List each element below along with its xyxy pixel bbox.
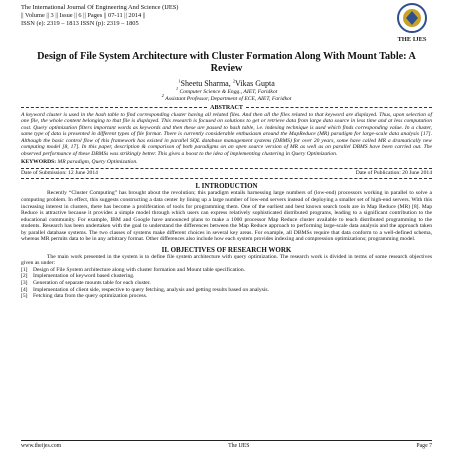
list-item-number: [4] bbox=[21, 286, 28, 293]
list-item-text: Fetching data from the query optimization process. bbox=[33, 293, 148, 300]
dates-row bbox=[21, 170, 432, 176]
separator-line bbox=[21, 178, 432, 179]
footer-rule bbox=[21, 440, 432, 441]
list-item-text: Design of File System architecture along with cluster formation and Mount table specification. bbox=[33, 266, 246, 273]
footer-page-number: Page 7 bbox=[416, 443, 432, 449]
journal-issue: || Volume || 3 || Issue || 6 || Pages || 07-11 || 2014 || bbox=[21, 12, 146, 20]
journal-header bbox=[21, 0, 432, 50]
affiliation-2-text: Assistant Professor, Department of ECE, AIET, Faridkot bbox=[165, 95, 292, 102]
list-item bbox=[21, 293, 432, 300]
publication-date: Date of Publication: 20 June 2014 bbox=[355, 170, 432, 177]
objectives-list bbox=[21, 267, 432, 300]
list-item-number: [5] bbox=[21, 293, 28, 300]
list-item-number: [2] bbox=[21, 273, 28, 280]
affiliation-1 bbox=[21, 86, 432, 96]
author-2-sup: 2 bbox=[232, 78, 236, 84]
abstract-heading: ABSTRACT bbox=[210, 104, 243, 111]
section-2-intro: The main work presented in the system is to define file system architecture with query optimization. The research work is divided in terms of some research objectives given as under: bbox=[21, 253, 432, 267]
footer-site: www.theijes.com bbox=[21, 443, 62, 449]
keywords-label: KEYWORDS: bbox=[21, 159, 57, 166]
affiliation-1-text: Computer Science & Engg., AIET, Faridkot bbox=[179, 89, 278, 95]
abstract-separator bbox=[21, 105, 432, 111]
author-1: Sheetu Sharma bbox=[180, 79, 229, 88]
section-2-heading: II. OBJECTIVES OF RESEARCH WORK bbox=[161, 245, 292, 254]
list-item-number: [3] bbox=[21, 279, 28, 286]
paper-title: Design of File System Architecture with Cluster Formation Along With Mount Table: A Review bbox=[37, 51, 416, 74]
list-item-text: Implementation of keyword based clustering. bbox=[33, 273, 135, 280]
journal-issn: ISSN (e): 2319 – 1813 ISSN (p): 2319 – 1805 bbox=[21, 20, 139, 28]
affiliation-2-sup: 2 bbox=[161, 92, 164, 98]
journal-name: The International Journal Of Engineering And Science (IJES) bbox=[21, 4, 179, 11]
page-footer bbox=[21, 440, 432, 449]
footer-row bbox=[21, 443, 432, 449]
keywords-value: MR paradigm, Query Optimization. bbox=[57, 159, 138, 166]
journal-logo bbox=[392, 2, 432, 44]
list-item-number: [1] bbox=[21, 266, 28, 273]
author-line: $^1$Sheetu Sharma, $^2$Vikas Gupta bbox=[178, 78, 275, 88]
journal-logo-icon bbox=[392, 2, 432, 36]
abstract-text: A keyword cluster is used in the hash table to find corresponding cluster having all related files. And then all the files related to that keyword are displayed. Thus, upon selection of one file, the whole content belonging to that file is displayed. This research is focused on solutions to get or retrieve data from large data source in less time and at less computation cost. Query optimization filters important words as keywords and then these are passed to hash table, i.e. indexing technique is used which finds corresponding value. In a cluster, same type of data is presented in different types of file format. There is currently considerable enthusiasm around the MapReduce (MR) paradigm for large-scale data analysis [17]. Although the basic control flow of this framework has existed in parallel SQL database management systems (DBMS) for over 20 years, some have called MR a dramatically new computing model [8, 17]. In this paper, description & comparison of both paradigms on an open source version of MR as well as on parallel DBMS have been carried out. The observed performance of these DBMSs was strikingly better. This gives a boost to the idea of implementing clustering in Query Optimization. bbox=[21, 111, 432, 157]
footer-journal: The IJES bbox=[228, 443, 250, 449]
separator-line-left bbox=[21, 107, 207, 108]
list-item-text: Implementation of client side, respective to query fetching, analysis and getting results based on analysis. bbox=[33, 286, 269, 293]
section-1-body bbox=[21, 190, 432, 242]
list-item-text: Generation of separate mounts table for each cluster. bbox=[33, 279, 151, 286]
author-1-sup: 1 bbox=[178, 78, 181, 84]
keywords bbox=[21, 159, 432, 166]
separator-line-right bbox=[246, 107, 432, 108]
submission-date: Date of Submission: 12 June 2014 bbox=[21, 170, 98, 177]
author-2: Vikas Gupta bbox=[235, 79, 275, 88]
journal-logo-text: THE IJES bbox=[397, 36, 427, 43]
section-2-body bbox=[21, 254, 432, 267]
affiliation-1-sup: 1 bbox=[175, 86, 179, 92]
dates-bottom-separator bbox=[21, 178, 432, 179]
section-1-text: Recently “Cluster Computing” has brought about the revolution; this paradigm entails harnessing large numbers of (low-end) processors working in parallel to solve a computing problem. In effect, this suggests constructing a data center by lining up a large number of low-end servers instead of deploying a smaller set of high-end servers. With this increasing interest in clusters, there has become a proliferation of tools for programming them. One of the earliest and best known search tools are in Map Reduce (MR) [8]. Map Reduce is attractive because it provides a simple model through which users can express relatively sophisticated distributed programs, leading to a significant contribution to the educational community. For example, IBM and Google have announced plans to make a 1000 processor Map Reduce cluster available to teach distributed programming to the students. Research has been undertaken with the goal to understand the differences between the Map Reduce approach to performing large-scale data analysis and the approach taken by parallel database systems. The two classes of systems make different choices in several key areas. For example, all DBMSs require that data conform to a well-defined schema, whereas MR permits data to be in any arbitrary format. Other differences also include how each system provides indexing and compression optimizations; programming model. bbox=[21, 190, 432, 243]
section-1-heading: I. INTRODUCTION bbox=[195, 182, 258, 191]
